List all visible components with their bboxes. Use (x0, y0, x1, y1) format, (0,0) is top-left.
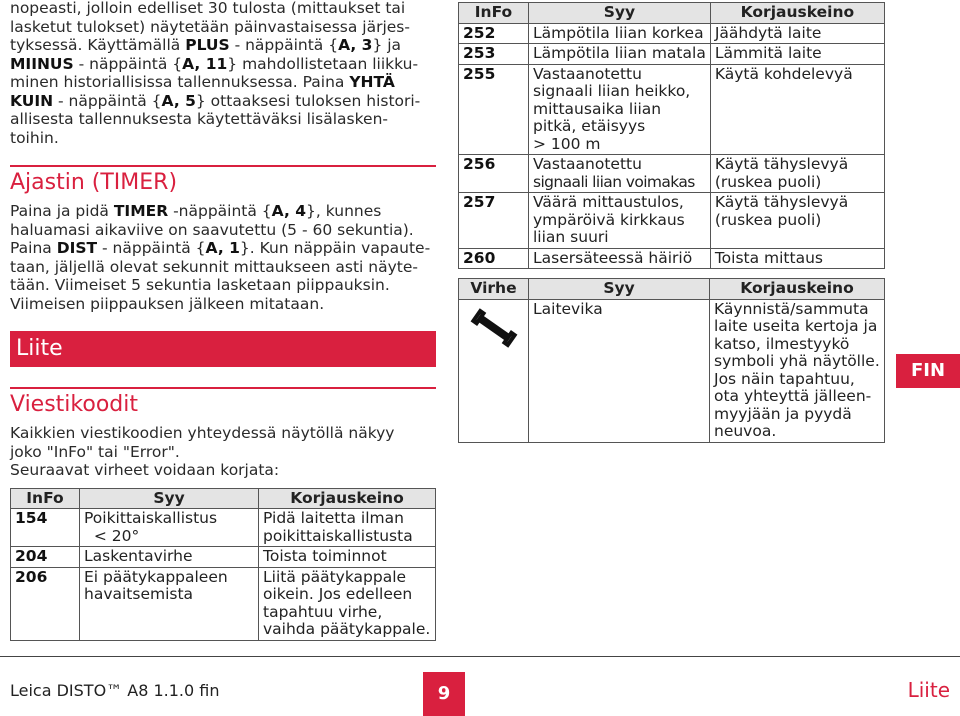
info-code: 252 (459, 23, 529, 44)
cause-cell: Poikittaiskallistus < 20° (80, 509, 259, 547)
section-bar-liite: Liite (10, 331, 436, 367)
info-code: 257 (459, 193, 529, 249)
table-header-row (11, 488, 436, 509)
header-info: InFo (459, 3, 529, 24)
footer-product: Leica DISTO™ A8 1.1.0 fin (10, 681, 220, 700)
timer-rule (10, 165, 436, 167)
cause-cell: Laitevika (529, 299, 710, 442)
table-row (11, 567, 436, 640)
viestikoodit-rule (10, 387, 436, 389)
info-code: 255 (459, 64, 529, 155)
cause-cell: Laskentavirhe (80, 547, 259, 568)
header-syy: Syy (80, 488, 259, 509)
timer-paragraph: Paina ja pidä TIMER -näppäintä {A, 4}, kunnes haluamasi aikaviive on saavutettu (5 - 60 sekuntia). Paina DIST - näppäintä {A, 1}. Kun näppäin vapaute- taan, jäljellä olevat sekunnit mittaukseen asti näyte- tään. Viimeiset 5 sekuntia lasketaan piippauksin. Viimeisen piippauksen jälkeen mitataan. (10, 202, 431, 313)
error-table-3 (458, 278, 885, 443)
remedy-cell: Käytä tähyslevyä (ruskea puoli) (710, 155, 884, 193)
table-row (459, 299, 885, 442)
table-row (459, 44, 885, 65)
info-code: 260 (459, 248, 529, 269)
wrench-icon (469, 308, 519, 348)
header-korjauskeino: Korjauskeino (259, 488, 436, 509)
cause-cell: Vastaanotettu signaali liian voimakas (529, 155, 711, 193)
info-code: 256 (459, 155, 529, 193)
remedy-cell: Toista toiminnot (259, 547, 436, 568)
error-symbol-cell (459, 299, 529, 442)
table-header-row (459, 279, 885, 300)
header-korjauskeino: Korjauskeino (710, 279, 885, 300)
table-row (459, 155, 885, 193)
cause-cell: Lämpötila liian korkea (529, 23, 711, 44)
footer-section: Liite (907, 678, 950, 702)
cause-cell: Lasersäteessä häiriö (529, 248, 711, 269)
header-korjauskeino: Korjauskeino (710, 3, 884, 24)
header-syy: Syy (529, 279, 710, 300)
remedy-cell: Liitä päätykappale oikein. Jos edelleen tapahtuu virhe, vaihda päätykappale. (259, 567, 436, 640)
viestikoodit-heading: Viestikoodit (10, 392, 138, 417)
page-number: 9 (423, 672, 465, 716)
header-info: InFo (11, 488, 80, 509)
remedy-cell: Käytä tähyslevyä (ruskea puoli) (710, 193, 884, 249)
right-column (458, 2, 885, 443)
table-row (459, 248, 885, 269)
cause-cell: Vastaanotettu signaali liian heikko, mittausaika liian pitkä, etäisyys > 100 m (529, 64, 711, 155)
table-row (459, 193, 885, 249)
error-table-1 (10, 488, 436, 641)
language-tab-fin: FIN (896, 354, 960, 388)
info-code: 206 (11, 567, 80, 640)
header-syy: Syy (529, 3, 711, 24)
header-virhe: Virhe (459, 279, 529, 300)
remedy-cell: Toista mittaus (710, 248, 884, 269)
cause-cell: Lämpötila liian matala (529, 44, 711, 65)
table-row (11, 509, 436, 547)
info-code: 204 (11, 547, 80, 568)
left-column (10, 0, 436, 641)
cause-cell: Ei päätykappaleen havaitsemista (80, 567, 259, 640)
remedy-cell: Käynnistä/sammuta laite useita kertoja ja katso, ilmestyykö symboli yhä näytölle. Jos näin tapahtuu, ota yhteyttä jälleen- myyjään ja pyydä neuvoa. (710, 299, 885, 442)
table-row (459, 23, 885, 44)
intro-paragraph: nopeasti, jolloin edelliset 30 tulosta (mittaukset tai lasketut tulokset) näytetään päinvastaisessa järjes- tyksessä. Käyttämällä PLUS - näppäintä {A, 3} ja MIINUS - näppäintä {A, 11} mahdollistetaan liikku- minen historiallisissa tallennuksessa. Paina YHTÄ KUIN - näppäintä {A, 5} ottaaksesi tuloksen histori- allisesta tallennuksesta käytettäväksi lisälasken- toihin. (10, 0, 421, 147)
remedy-cell: Käytä kohdelevyä (710, 64, 884, 155)
info-code: 253 (459, 44, 529, 65)
footer-divider (0, 656, 960, 657)
table-row (11, 547, 436, 568)
remedy-cell: Lämmitä laite (710, 44, 884, 65)
timer-heading: Ajastin (TIMER) (10, 170, 178, 195)
error-table-2 (458, 2, 885, 269)
cause-cell: Väärä mittaustulos, ympäröivä kirkkaus liian suuri (529, 193, 711, 249)
viestikoodit-paragraph: Kaikkien viestikoodien yhteydessä näytöllä näkyy joko "InFo" tai "Error". Seuraavat virheet voidaan korjata: (10, 424, 395, 479)
table-row (459, 64, 885, 155)
table-header-row (459, 3, 885, 24)
remedy-cell: Jäähdytä laite (710, 23, 884, 44)
remedy-cell: Pidä laitetta ilman poikittaiskallistusta (259, 509, 436, 547)
info-code: 154 (11, 509, 80, 547)
